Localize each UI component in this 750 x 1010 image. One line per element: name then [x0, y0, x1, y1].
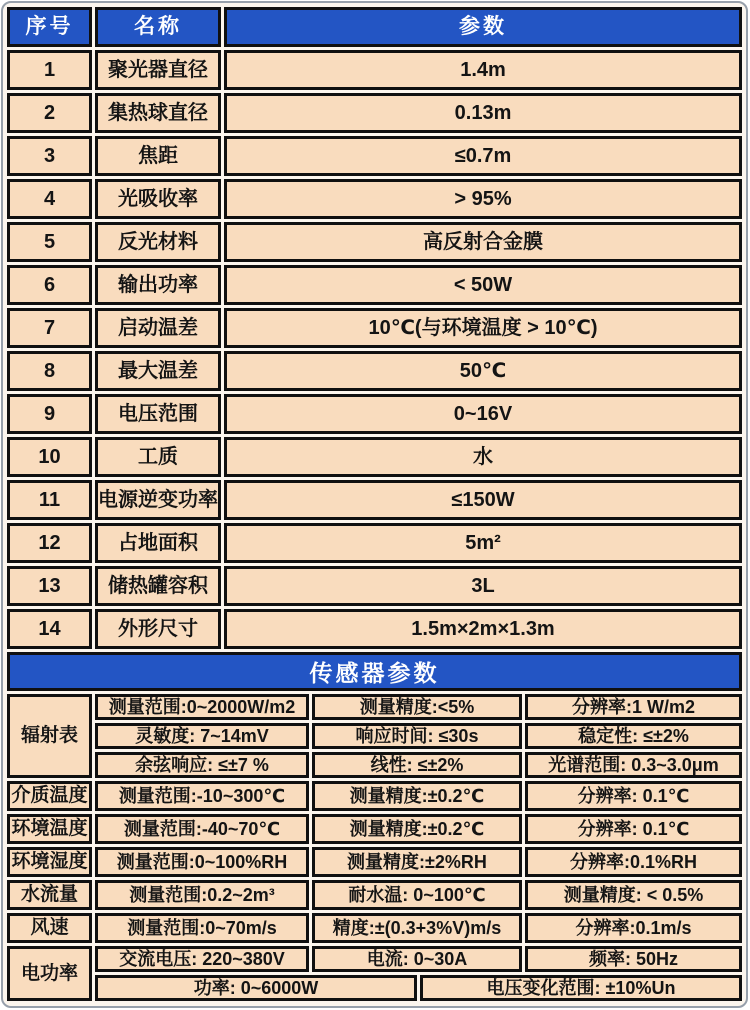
row-value: 1.5m×2m×1.3m: [224, 609, 742, 649]
row-value: ≤0.7m: [224, 136, 742, 176]
sensor-group-humidity: [7, 847, 742, 877]
header-name: 名称: [95, 7, 221, 47]
sensor-cell: 频率: 50Hz: [525, 946, 742, 972]
table-row: [7, 394, 742, 434]
sensor-cell: 分辨率:1 W/m2: [525, 694, 742, 720]
sensor-cell: 分辨率: 0.1℃: [525, 781, 742, 811]
sensor-group-label: 环境温度: [7, 814, 92, 844]
sensor-row: [95, 847, 742, 877]
sensor-cell: 测量范围:0.2~2m³: [95, 880, 309, 910]
table-row: [7, 93, 742, 133]
sensor-group-label: 水流量: [7, 880, 92, 910]
row-no: 2: [7, 93, 92, 133]
sensor-cell: 交流电压: 220~380V: [95, 946, 309, 972]
row-value: ≤150W: [224, 480, 742, 520]
sensor-cell: 电流: 0~30A: [312, 946, 522, 972]
sensor-cell: 分辨率:0.1m/s: [525, 913, 742, 943]
row-no: 6: [7, 265, 92, 305]
row-no: 13: [7, 566, 92, 606]
sensor-group-label: 环境湿度: [7, 847, 92, 877]
sensor-cell: 测量精度:±0.2℃: [312, 814, 522, 844]
row-name: 外形尺寸: [95, 609, 221, 649]
row-no: 5: [7, 222, 92, 262]
row-no: 1: [7, 50, 92, 90]
sensor-row: [95, 814, 742, 844]
row-name: 聚光器直径: [95, 50, 221, 90]
sensor-cell: 测量精度:<5%: [312, 694, 522, 720]
sensor-row: [95, 975, 742, 1001]
row-no: 3: [7, 136, 92, 176]
row-value: < 50W: [224, 265, 742, 305]
sensor-cell: 测量精度: < 0.5%: [525, 880, 742, 910]
sensor-cell: 稳定性: ≤±2%: [525, 723, 742, 749]
sensor-group-label: 辐射表: [7, 694, 92, 778]
sensor-row: [95, 946, 742, 972]
row-value: 10℃(与环境温度 > 10℃): [224, 308, 742, 348]
row-name: 焦距: [95, 136, 221, 176]
table-row: [7, 179, 742, 219]
sensor-cell: 测量范围:0~70m/s: [95, 913, 309, 943]
sensor-cell: 响应时间: ≤30s: [312, 723, 522, 749]
sensor-group-label: 风速: [7, 913, 92, 943]
sensor-cell: 测量精度:±0.2℃: [312, 781, 522, 811]
sensor-cell: 测量范围:0~100%RH: [95, 847, 309, 877]
sensor-group-label: 介质温度: [7, 781, 92, 811]
sensor-cell: 线性: ≤±2%: [312, 752, 522, 778]
sensor-group-water-flow: [7, 880, 742, 910]
row-name: 占地面积: [95, 523, 221, 563]
header-param: 参数: [224, 7, 742, 47]
row-name: 光吸收率: [95, 179, 221, 219]
row-name: 最大温差: [95, 351, 221, 391]
row-value: 0.13m: [224, 93, 742, 133]
sensor-cell: 余弦响应: ≤±7 %: [95, 752, 309, 778]
row-value: 1.4m: [224, 50, 742, 90]
sensor-cell: 分辨率:0.1%RH: [525, 847, 742, 877]
table-row: [7, 480, 742, 520]
row-no: 10: [7, 437, 92, 477]
sensor-group-ambient-temp: [7, 814, 742, 844]
table-row: [7, 351, 742, 391]
sensor-cell: 分辨率: 0.1℃: [525, 814, 742, 844]
row-value: > 95%: [224, 179, 742, 219]
sensor-row: [95, 723, 742, 749]
row-no: 8: [7, 351, 92, 391]
header-no: 序号: [7, 7, 92, 47]
sensor-row: [95, 694, 742, 720]
main-table-header: [7, 7, 742, 47]
sensor-cell: 测量精度:±2%RH: [312, 847, 522, 877]
row-value: 50℃: [224, 351, 742, 391]
table-row: [7, 609, 742, 649]
row-name: 电源逆变功率: [95, 480, 221, 520]
row-no: 4: [7, 179, 92, 219]
row-no: 12: [7, 523, 92, 563]
row-name: 集热球直径: [95, 93, 221, 133]
sensor-group-radiometer: [7, 694, 742, 778]
sensor-row: [95, 913, 742, 943]
sensor-cell: 功率: 0~6000W: [95, 975, 417, 1001]
row-value: 0~16V: [224, 394, 742, 434]
row-name: 启动温差: [95, 308, 221, 348]
sensor-group-medium-temp: [7, 781, 742, 811]
table-row: [7, 265, 742, 305]
row-value: 5m²: [224, 523, 742, 563]
sensor-group-label: 电功率: [7, 946, 92, 1001]
sensor-cell: 灵敏度: 7~14mV: [95, 723, 309, 749]
row-name: 输出功率: [95, 265, 221, 305]
table-row: [7, 136, 742, 176]
sensor-cell: 耐水温: 0~100℃: [312, 880, 522, 910]
row-no: 9: [7, 394, 92, 434]
table-row: [7, 566, 742, 606]
sensor-group-electric-power: [7, 946, 742, 1001]
row-name: 储热罐容积: [95, 566, 221, 606]
sensor-cell: 电压变化范围: ±10%Un: [420, 975, 742, 1001]
row-name: 反光材料: [95, 222, 221, 262]
row-name: 电压范围: [95, 394, 221, 434]
table-row: [7, 437, 742, 477]
sensor-group-wind-speed: [7, 913, 742, 943]
row-value: 水: [224, 437, 742, 477]
sensor-row: [95, 752, 742, 778]
row-value: 高反射合金膜: [224, 222, 742, 262]
sensor-cell: 测量范围:-10~300℃: [95, 781, 309, 811]
sensor-row: [95, 880, 742, 910]
sensor-cell: 测量范围:-40~70℃: [95, 814, 309, 844]
sensor-section-title: 传感器参数: [7, 652, 742, 691]
row-value: 3L: [224, 566, 742, 606]
table-row: [7, 308, 742, 348]
spec-sheet: [1, 1, 748, 1008]
row-no: 14: [7, 609, 92, 649]
sensor-cell: 精度:±(0.3+3%V)m/s: [312, 913, 522, 943]
sensor-cell: 光谱范围: 0.3~3.0μm: [525, 752, 742, 778]
table-row: [7, 222, 742, 262]
table-row: [7, 523, 742, 563]
table-row: [7, 50, 742, 90]
row-no: 7: [7, 308, 92, 348]
sensor-row: [95, 781, 742, 811]
row-name: 工质: [95, 437, 221, 477]
row-no: 11: [7, 480, 92, 520]
sensor-cell: 测量范围:0~2000W/m2: [95, 694, 309, 720]
